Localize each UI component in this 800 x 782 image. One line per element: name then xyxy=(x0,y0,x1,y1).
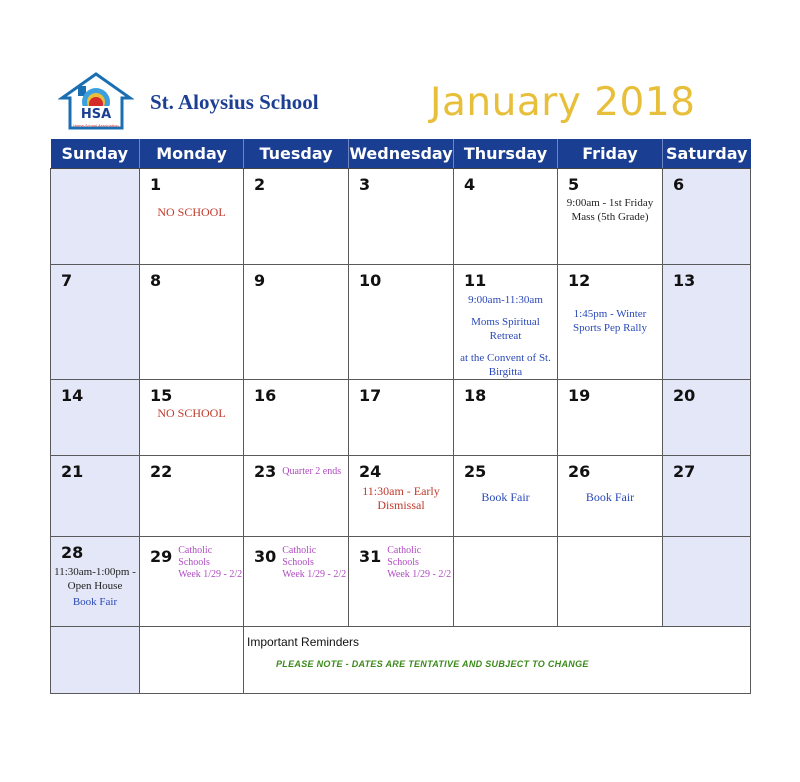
day-number: 11 xyxy=(464,271,487,290)
event-open-house: 11:30am-1:00pm - Open House xyxy=(54,566,136,592)
day-number: 23 xyxy=(254,462,277,481)
day-number: 19 xyxy=(568,386,591,405)
day-cell-19[interactable] xyxy=(558,380,663,456)
month-title: January 2018 xyxy=(430,80,696,125)
day-cell-10[interactable] xyxy=(349,265,454,380)
day-number: 10 xyxy=(359,271,382,290)
day-cell-27[interactable] xyxy=(663,456,751,537)
day-number: 30 xyxy=(254,547,277,566)
day-number: 20 xyxy=(673,386,696,405)
day-cell-11[interactable] xyxy=(454,265,558,380)
day-number: 12 xyxy=(568,271,591,290)
day-number: 6 xyxy=(673,175,685,194)
event-retreat-time: 9:00am-11:30am xyxy=(468,294,543,306)
event-line: Catholic Schools xyxy=(387,545,422,568)
day-number: 26 xyxy=(568,462,591,481)
event-line: Week 1/29 - 2/2 xyxy=(178,569,243,580)
weekday-thursday: Thursday xyxy=(454,139,558,169)
weekday-monday: Monday xyxy=(140,139,244,169)
day-cell-23[interactable] xyxy=(244,456,349,537)
event-pep-rally: 1:45pm - Winter Sports Pep Rally xyxy=(573,308,647,334)
weekday-header-row xyxy=(51,139,751,169)
reminders-note: PLEASE NOTE - DATES ARE TENTATIVE AND SUBJECT TO CHANGE xyxy=(276,659,589,669)
day-cell-5[interactable] xyxy=(558,169,663,265)
event-line: Week 1/29 - 2/2 xyxy=(282,569,347,580)
day-inline-group xyxy=(349,537,453,581)
day-number: 9 xyxy=(254,271,266,290)
reminders-cell xyxy=(244,627,751,694)
day-number: 18 xyxy=(464,386,487,405)
school-logo xyxy=(58,72,134,132)
week-row xyxy=(51,265,751,380)
day-number: 15 xyxy=(150,386,173,405)
week-row xyxy=(51,537,751,627)
day-cell-2[interactable] xyxy=(244,169,349,265)
event-book-fair: Book Fair xyxy=(585,490,635,504)
day-cell-31[interactable] xyxy=(349,537,454,627)
day-number: 21 xyxy=(61,462,84,481)
day-inline-group xyxy=(244,456,348,480)
day-cell-22[interactable] xyxy=(140,456,244,537)
event-quarter-ends: Quarter 2 ends xyxy=(282,466,342,477)
day-cell-1[interactable] xyxy=(140,169,244,265)
event-line: Catholic Schools xyxy=(282,545,317,568)
event-no-school: NO SCHOOL xyxy=(157,205,226,219)
event-catholic-schools-week xyxy=(387,545,453,581)
day-cell-4[interactable] xyxy=(454,169,558,265)
calendar-grid xyxy=(50,139,751,694)
day-cell-7[interactable] xyxy=(51,265,140,380)
day-cell-25[interactable] xyxy=(454,456,558,537)
day-cell-13[interactable] xyxy=(663,265,751,380)
day-number: 13 xyxy=(673,271,696,290)
event-line: Week 1/29 - 2/2 xyxy=(387,569,452,580)
event-retreat-title: Moms Spiritual Retreat xyxy=(471,316,540,342)
event-catholic-schools-week xyxy=(282,545,348,581)
day-number: 5 xyxy=(568,175,580,194)
day-cell-empty xyxy=(51,169,140,265)
event-early-dismissal: 11:30am - Early Dismissal xyxy=(362,484,440,512)
day-number: 3 xyxy=(359,175,371,194)
day-number: 28 xyxy=(61,543,84,562)
day-number: 4 xyxy=(464,175,476,194)
day-inline-group xyxy=(244,537,348,581)
reminders-spacer-cell xyxy=(51,627,140,694)
day-cell-15[interactable] xyxy=(140,380,244,456)
day-cell-29[interactable] xyxy=(140,537,244,627)
event-retreat-place: at the Convent of St. Birgitta xyxy=(460,352,551,378)
event-book-fair: Book Fair xyxy=(481,490,530,504)
reminders-title: Important Reminders xyxy=(247,635,360,649)
day-number: 2 xyxy=(254,175,266,194)
event-book-fair: Book Fair xyxy=(72,596,118,608)
day-number: 31 xyxy=(359,547,382,566)
reminders-spacer-cell xyxy=(140,627,244,694)
week-row xyxy=(51,456,751,537)
day-cell-28[interactable] xyxy=(51,537,140,627)
day-cell-empty xyxy=(558,537,663,627)
day-number: 14 xyxy=(61,386,84,405)
event-friday-mass: 9:00am - 1st Friday Mass (5th Grade) xyxy=(566,197,654,223)
day-number: 16 xyxy=(254,386,277,405)
event-line: Catholic Schools xyxy=(178,545,213,568)
day-number: 7 xyxy=(61,271,73,290)
day-number: 25 xyxy=(464,462,487,481)
day-number: 17 xyxy=(359,386,382,405)
week-row xyxy=(51,169,751,265)
day-number: 8 xyxy=(150,271,162,290)
event-no-school: NO SCHOOL xyxy=(157,406,226,420)
day-cell-30[interactable] xyxy=(244,537,349,627)
day-number: 22 xyxy=(150,462,173,481)
weekday-sunday: Sunday xyxy=(51,139,140,169)
week-row xyxy=(51,380,751,456)
logo-letters: HSA xyxy=(80,107,112,122)
day-cell-9[interactable] xyxy=(244,265,349,380)
day-number: 29 xyxy=(150,547,173,566)
day-cell-empty xyxy=(663,537,751,627)
day-cell-14[interactable] xyxy=(51,380,140,456)
school-name: St. Aloysius School xyxy=(150,90,319,114)
weekday-saturday: Saturday xyxy=(663,139,751,169)
day-number: 1 xyxy=(150,175,162,194)
day-cell-24[interactable] xyxy=(349,456,454,537)
day-number: 27 xyxy=(673,462,696,481)
logo-subtext: Home-School Association xyxy=(73,124,119,128)
day-cell-12[interactable] xyxy=(558,265,663,380)
day-number: 24 xyxy=(359,462,382,481)
day-cell-16[interactable] xyxy=(244,380,349,456)
day-cell-8[interactable] xyxy=(140,265,244,380)
day-cell-21[interactable] xyxy=(51,456,140,537)
day-cell-3[interactable] xyxy=(349,169,454,265)
weekday-tuesday: Tuesday xyxy=(244,139,349,169)
day-cell-18[interactable] xyxy=(454,380,558,456)
day-cell-20[interactable] xyxy=(663,380,751,456)
reminders-row xyxy=(51,627,751,694)
day-cell-17[interactable] xyxy=(349,380,454,456)
page-header xyxy=(0,0,800,140)
weekday-friday: Friday xyxy=(558,139,663,169)
day-cell-empty xyxy=(454,537,558,627)
weekday-wednesday: Wednesday xyxy=(349,139,454,169)
day-inline-group xyxy=(140,537,243,581)
day-cell-26[interactable] xyxy=(558,456,663,537)
event-catholic-schools-week xyxy=(178,545,243,581)
day-cell-6[interactable] xyxy=(663,169,751,265)
